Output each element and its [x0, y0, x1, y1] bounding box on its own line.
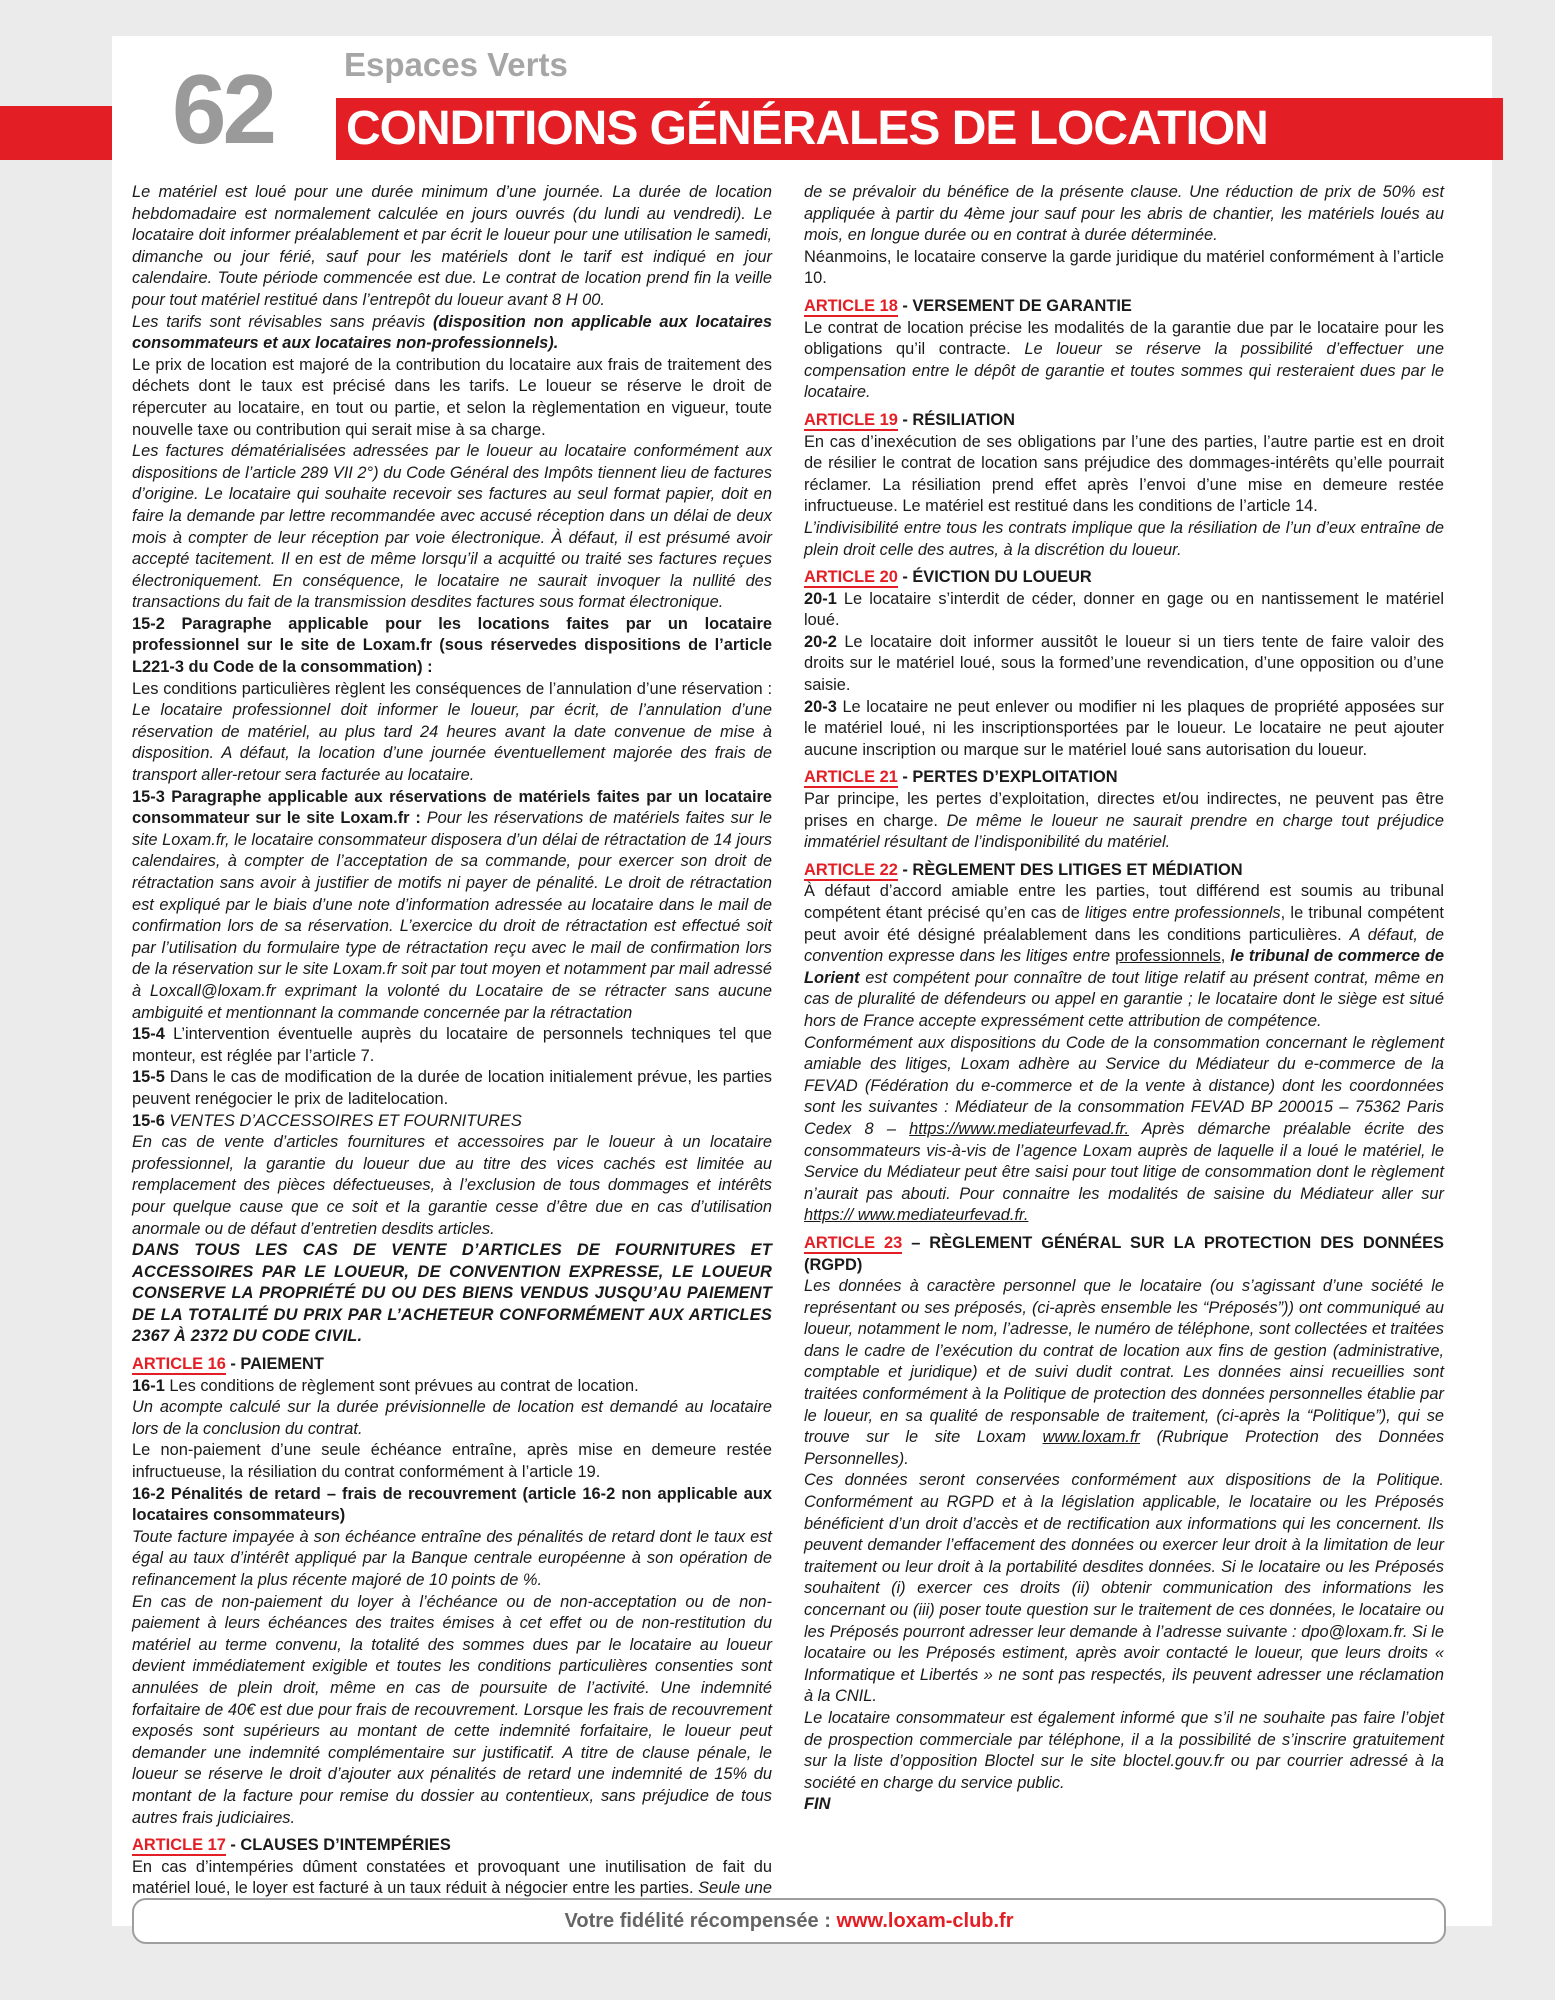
text-span: Pour les réservations de matériels faites sur le site Loxam.fr, le locataire consommateur disposera d’un délai de rétractation de 14 jours calendaires, à compter de l’acceptation de sa commande, pour exercer son droit de rétractation sans avoir à justifier de motifs ni payer de pénalité. Le droit de rétractation est expliqué par le biais d’une note d’information adressée au locataire dans le mail de confirmation lors de sa réservation. L’exercice du droit de rétractation est effectué soit par l’utilisation du formulaire type de rétractation reçu avec le mail de confirmation lors de la réservation sur le site Loxam.fr soit par tout moyen et notamment par mail adressé à Loxcall@loxam.fr exprimant la volonté du Locataire de se rétracter sans aucune ambiguité et mentionnant la commande concernée par la rétractation: [132, 809, 772, 1022]
paragraph: En cas d’inexécution de ses obligations par l’une des parties, l’autre partie est en droit de résilier le contrat de location sans préjudice des dommages-intérêts qu’elle pourrait réclamer. La résiliation prend effet après l’envoi d’une mise en demeure restée infructueuse. Le matériel est restitué dans les conditions de l’article 14.: [804, 432, 1444, 516]
text-span: Après démarche préalable écrite des consommateurs vis-à-vis de l’agence Loxam auprès de laquelle il a loué le matériel, le Service du Médiateur peut être saisi pour tout litige de consommation dont le règlement n’aurait pas abouti. Pour connaitre les modalités de saisine du Médiateur aller sur: [804, 1119, 1444, 1203]
mediateur-link-2[interactable]: https:// www.mediateurfevad.fr.: [804, 1206, 1029, 1225]
loxam-club-link[interactable]: www.loxam-club.fr: [836, 1910, 1014, 1932]
paragraph-heading: 16-2 Pénalités de retard – frais de recouvrement (article 16-2 non applicable aux locataires consommateurs): [132, 1484, 772, 1525]
paragraph: [804, 881, 1444, 1032]
text-span: professionnels: [1115, 947, 1221, 966]
article-number: ARTICLE 17: [132, 1836, 226, 1855]
text-span: À défaut d’accord amiable entre les parties, tout différend est soumis au tribunal compétent étant précisé qu’en cas de: [804, 882, 1444, 922]
text-span: Le locataire doit informer aussitôt le loueur si un tiers tente de faire valoir des droits sur le matériel loué, sous la formed’une revendication, d’une opposition ou d’une saisie.: [804, 632, 1444, 695]
section-title: Espaces Verts: [344, 46, 568, 83]
text-span: 15-3 Paragraphe applicable aux réservations de matériels faites par un locataire consommateur sur le site Loxam.fr :: [132, 787, 772, 828]
article-number: ARTICLE 19: [804, 410, 898, 429]
paragraph: Le locataire consommateur est également informé que s’il ne souhaite pas faire l’objet de prospection commerciale par téléphone, il a la possibilité de s’inscrire gratuitement sur la liste d’opposition Bloctel sur le site bloctel.gouv.fr ou par courrier adressé à la société en charge du service public.: [804, 1708, 1444, 1792]
text-span: (Rubrique Protection des Données Personnelles).: [804, 1428, 1445, 1468]
text-span: De même le loueur ne saurait prendre en charge tout préjudice immatériel résultant de l’indisponibilité du matériel.: [804, 811, 1444, 852]
text-span: Le locataire professionnel doit informer le loueur, par écrit, de l’annulation d’une réservation de matériel, au plus tard 24 heures avant la date convenue de mise à disposition. A défaut, la location d’une journée éventuellement majorée des frais de transport aller-retour sera facturée au locataire.: [132, 701, 772, 785]
article-22-heading: [804, 860, 1444, 882]
article-title: - PAIEMENT: [225, 1355, 324, 1374]
paragraph: [132, 787, 772, 1025]
clause-number: 20-2: [804, 632, 837, 651]
text-span: Seule une: [698, 1879, 772, 1898]
text-span: Les conditions particulières règlent les conséquences de l’annulation d’une réservation :: [132, 679, 772, 698]
clause-number: 20-1: [804, 589, 837, 608]
text-span: Conformément aux dispositions du Code de la consommation concernant le règlement amiable des litiges, Loxam adhère au Service du Médiateur du e-commerce de la FEVAD (Fédération du e-commerce et de la vente à distance) dont les coordonnées sont les suivantes : Médiateur de la consommation FEVAD BP 200015 – 75362 Paris Cedex 8 –: [804, 1033, 1444, 1138]
article-number: ARTICLE 18: [804, 296, 898, 315]
text-span: (disposition non applicable aux locataires consommateurs et aux locataires non-professionnels).: [132, 312, 772, 353]
article-title: – RÈGLEMENT GÉNÉRAL SUR LA PROTECTION DES DONNÉES (RGPD): [804, 1233, 1444, 1274]
paragraph: [132, 1376, 772, 1398]
page-title: CONDITIONS GÉNÉRALES DE LOCATION: [336, 98, 1503, 160]
paragraph: En cas de non-paiement du loyer à l’échéance ou de non-acceptation ou de non-paiement à leurs échéances des traites émises à cet effet ou de non-restitution du matériel au terme convenu, la totalité des sommes dues par le locataire au loueur devient immédiatement exigible et toutes les conditions particulières consenties sont annulées de plein droit, même en cas de poursuite de l’activité. Une indemnité forfaitaire de 40€ est due pour frais de recouvrement. Lorsque les frais de recouvrement exposés sont supérieurs au montant de cette indemnité forfaitaire, le loueur peut demander une indemnité complémentaire sur justificatif. A titre de clause pénale, le loueur se réserve le droit d’ajouter aux pénalités de retard une indemnité de 15% du montant de la facture pour remise du dossier au contentieux, sans préjudice de tous autres frais judiciaires.: [132, 1592, 772, 1827]
article-number: ARTICLE 22: [804, 860, 898, 879]
paragraph: Les factures dématérialisées adressées par le loueur au locataire conformément aux dispositions de l’article 289 VII 2°) du Code Général des Impôts tiennent lieu de factures d’origine. Le locataire qui souhaite recevoir ses factures au seul format papier, doit en faire la demande par lettre recommandée avec accusé réception dans un délai de deux mois à compter de leur réception par voie électronique. À défaut, il est présumé avoir accepté tacitement. Il en est de même lorsqu’il a acquitté ou traité ses factures reçues électroniquement. En conséquence, le locataire ne saurait invoquer la nullité des transactions du fait de la transmission desdites factures sous format électronique.: [132, 442, 772, 612]
paragraph-caps: DANS TOUS LES CAS DE VENTE D’ARTICLES DE FOURNITURES ET ACCESSOIRES PAR LE LOUEUR, DE CONVENTION EXPRESSE, LE LOUEUR CONSERVE LA PROPRIÉTÉ DU OU DES BIENS VENDUS JUSQU’AU PAIEMENT DE LA TOTALITÉ DU PRIX PAR L’ACHETEUR CONFORMÉMENT AUX ARTICLES 2367 À 2372 DU CODE CIVIL.: [132, 1241, 772, 1346]
paragraph: [804, 589, 1444, 632]
text-span: L’intervention éventuelle auprès du locataire de personnels techniques tel que monteur, est réglée par l’article 7.: [132, 1025, 772, 1065]
text-span: A défaut, de convention expresse dans les litiges entre: [804, 925, 1444, 966]
clause-number: 20-3: [804, 697, 837, 716]
paragraph: [804, 697, 1444, 762]
clause-number: 15-4: [132, 1025, 165, 1044]
paragraph-heading: 15-2 Paragraphe applicable pour les locations faites par un locataire professionnel sur le site de Loxam.fr (sous réservedes dispositions de l’article L221-3 du Code de la consommation) :: [132, 614, 772, 677]
article-title: - VERSEMENT DE GARANTIE: [897, 296, 1132, 315]
clause-number: 16-1: [132, 1376, 165, 1395]
text-span: Par principe, les pertes d’exploitation, directes et/ou indirectes, ne peuvent pas être prises en charge.: [804, 790, 1444, 830]
loxam-link[interactable]: www.loxam.fr: [1042, 1428, 1140, 1447]
paragraph: Le matériel est loué pour une durée minimum d’une journée. La durée de location hebdomadaire est normalement calculée en jours ouvrés (du lundi au vendredi). Le locataire doit informer préalablement et par écrit le loueur pour une utilisation le samedi, dimanche ou jour férié, sauf pour les matériels dont le tarif est indiqué en jour calendaire. Toute période commencée est due. Le contrat de location prend fin la veille pour tout matériel restitué dans l’entrepôt du loueur avant 8 H 00.: [132, 183, 772, 309]
clause-number: 15-6: [132, 1111, 165, 1130]
text-span: Le loueur se réserve la possibilité d’effectuer une compensation entre le dépôt de garantie et toutes sommes qui resteraient dues par le locataire.: [804, 340, 1445, 402]
paragraph: [132, 679, 772, 787]
article-23-heading: [804, 1233, 1444, 1276]
text-span: litiges entre professionnels: [1085, 904, 1281, 922]
article-title: - RÈGLEMENT DES LITIGES ET MÉDIATION: [897, 860, 1243, 879]
paragraph: [804, 789, 1444, 854]
article-16-heading: [132, 1354, 772, 1376]
paragraph: [804, 318, 1444, 404]
paragraph-end: FIN: [804, 1795, 831, 1814]
article-20-heading: [804, 567, 1444, 589]
paragraph: Néanmoins, le locataire conserve la garde juridique du matériel conformément à l’article 10.: [804, 247, 1444, 288]
text-span: ,: [1220, 947, 1226, 966]
paragraph: [804, 1276, 1444, 1470]
paragraph: Le non-paiement d’une seule échéance entraîne, après mise en demeure restée infructueuse, la résiliation du contrat conformément à l’article 19.: [132, 1441, 772, 1482]
article-18-heading: [804, 296, 1444, 318]
paragraph: Le prix de location est majoré de la contribution du locataire aux frais de traitement des déchets dont le taux est précisé dans les tarifs. Le loueur se réserve le droit de répercuter au locataire, en tout ou partie, et selon la règlementation en vigueur, toute nouvelle taxe ou contribution qui serait mise à sa charge.: [132, 355, 772, 439]
left-column: [132, 182, 772, 1922]
paragraph: [132, 1067, 772, 1110]
article-title: - RÉSILIATION: [897, 410, 1015, 429]
article-title: - PERTES D’EXPLOITATION: [897, 768, 1118, 787]
article-number: ARTICLE 21: [804, 768, 898, 787]
right-column: [804, 182, 1444, 1816]
paragraph: Ces données seront conservées conformément aux dispositions de la Politique. Conformément au RGPD et à la législation applicable, le locataire ou les Préposés bénéficient d’un droit d’accès et de rectification aux informations qui les concernent. Ils peuvent demander l’effacement des données ou exercer leur droit à la limitation de leur traitement ou leur droit à la portabilité desdites données. Si le locataire ou les Préposés souhaitent (i) exercer ces droits (ii) obtenir communication des informations les concernant ou (iii) poser toute question sur le traitement de ces données, le locataire ou les Préposés pourront adresser leur demande à l’adresse suivante : dpo@loxam.fr. Si le locataire ou les Préposés estiment, après avoir contacté le loueur, que leurs droits « Informatique et Libertés » ne sont pas respectés, ils peuvent adresser une réclamation à la CNIL.: [804, 1471, 1444, 1706]
article-number: ARTICLE 23: [804, 1233, 903, 1252]
text-span: Dans le cas de modification de la durée de location initialement prévue, les parties peuvent renégocier le prix de laditelocation.: [132, 1068, 773, 1108]
article-17-heading: [132, 1835, 772, 1857]
clause-number: 15-5: [132, 1068, 165, 1087]
article-number: ARTICLE 16: [132, 1355, 226, 1374]
paragraph: [804, 632, 1444, 697]
footer-text: Votre fidélité récompensée :: [564, 1910, 837, 1932]
article-number: ARTICLE 20: [804, 568, 898, 587]
text-span: En cas d’intempéries dûment constatées et provoquant une inutilisation de fait du matériel loué, le loyer est facturé à un taux réduit à négocier entre les parties.: [132, 1857, 772, 1898]
text-span: Le contrat de location précise les modalités de la garantie due par le locataire pour les obligations qu’il contracte.: [804, 318, 1444, 359]
paragraph: [132, 1111, 772, 1133]
paragraph: [132, 312, 772, 355]
text-span: Les tarifs sont révisables sans préavis: [132, 312, 426, 331]
text-span: Les conditions de règlement sont prévues au contrat de location.: [169, 1376, 639, 1395]
paragraph: [804, 1033, 1444, 1227]
paragraph: de se prévaloir du bénéfice de la présente clause. Une réduction de prix de 50% est appliquée à partir du 4ème jour sauf pour les abris de chantier, les matériels loués au mois, en longue durée ou en contrat à durée déterminée.: [804, 183, 1444, 245]
paragraph: Toute facture impayée à son échéance entraîne des pénalités de retard dont le taux est égal au taux d’intérêt appliqué par la Banque centrale européenne à son opération de refinancement la plus récente majoré de 10 points de %.: [132, 1527, 772, 1589]
text-span: Les données à caractère personnel que le locataire (ou s’agissant d’une société le représentant ou ses préposés, (ci-après ensemble les “Préposés”)) ont communiqué au loueur, notamment le nom, l’adresse, le numéro de téléphone, sont collectées et traitées dans le cadre de l’exécution du contrat de location aux fins de gestion (administrative, comptable et juridique) et de suivi dudit contrat. Les données ainsi recueillies sont traitées conformément à la Politique de protection des données personnelles établie par le loueur, en sa qualité de responsable de traitement, (ci-après la “Politique”), qui se trouve sur le site Loxam: [804, 1277, 1444, 1447]
mediateur-link[interactable]: https://www.mediateurfevad.fr.: [909, 1119, 1130, 1138]
paragraph: En cas de vente d’articles fournitures et accessoires par le loueur à un locataire professionnel, la garantie du loueur due au titre des vices cachés est limitée au remplacement des pièces défectueuses, à l’exclusion de tous dommages et intérêts pour quelque cause que ce soit et la garantie cesse d’être due en cas d’utilisation anormale ou de défaut d’entretien desdits articles.: [132, 1133, 772, 1238]
text-span: le tribunal de commerce de Lorient: [804, 947, 1444, 987]
paragraph: [132, 1024, 772, 1067]
paragraph: L’indivisibilité entre tous les contrats implique que la résiliation de l’un d’eux entraîne de plein droit celle des autres, à la discrétion du loueur.: [804, 518, 1444, 559]
text-span: Le locataire ne peut enlever ou modifier ni les plaques de propriété apposées sur le matériel loué, ni les inscriptionsportées par le loueur. Le locataire ne peut ajouter aucune inscription ou marque sur le matériel loué sans autorisation du loueur.: [804, 697, 1444, 759]
article-title: - ÉVICTION DU LOUEUR: [897, 568, 1092, 587]
article-title: - CLAUSES D’INTEMPÉRIES: [225, 1836, 451, 1855]
paragraph: Un acompte calculé sur la durée prévisionnelle de location est demandé au locataire lors de la conclusion du contrat.: [132, 1398, 772, 1438]
article-21-heading: [804, 767, 1444, 789]
page-number: 62: [172, 54, 274, 164]
text-span: Le locataire s’interdit de céder, donner en gage ou en nantissement le matériel loué.: [804, 589, 1444, 630]
text-span: est compétent pour connaître de tout litige relatif au présent contrat, même en cas de pluralité de défendeurs ou appel en garantie ; le locataire dont le siège est situé hors de France accepte expressément cette attribution de compétence.: [804, 968, 1444, 1030]
article-19-heading: [804, 410, 1444, 432]
text-span: , le tribunal compétent peut avoir été désigné préalablement dans les conditions particulières.: [804, 904, 1444, 944]
footer-banner: [132, 1898, 1446, 1944]
text-span: VENTES D’ACCESSOIRES ET FOURNITURES: [169, 1111, 522, 1130]
